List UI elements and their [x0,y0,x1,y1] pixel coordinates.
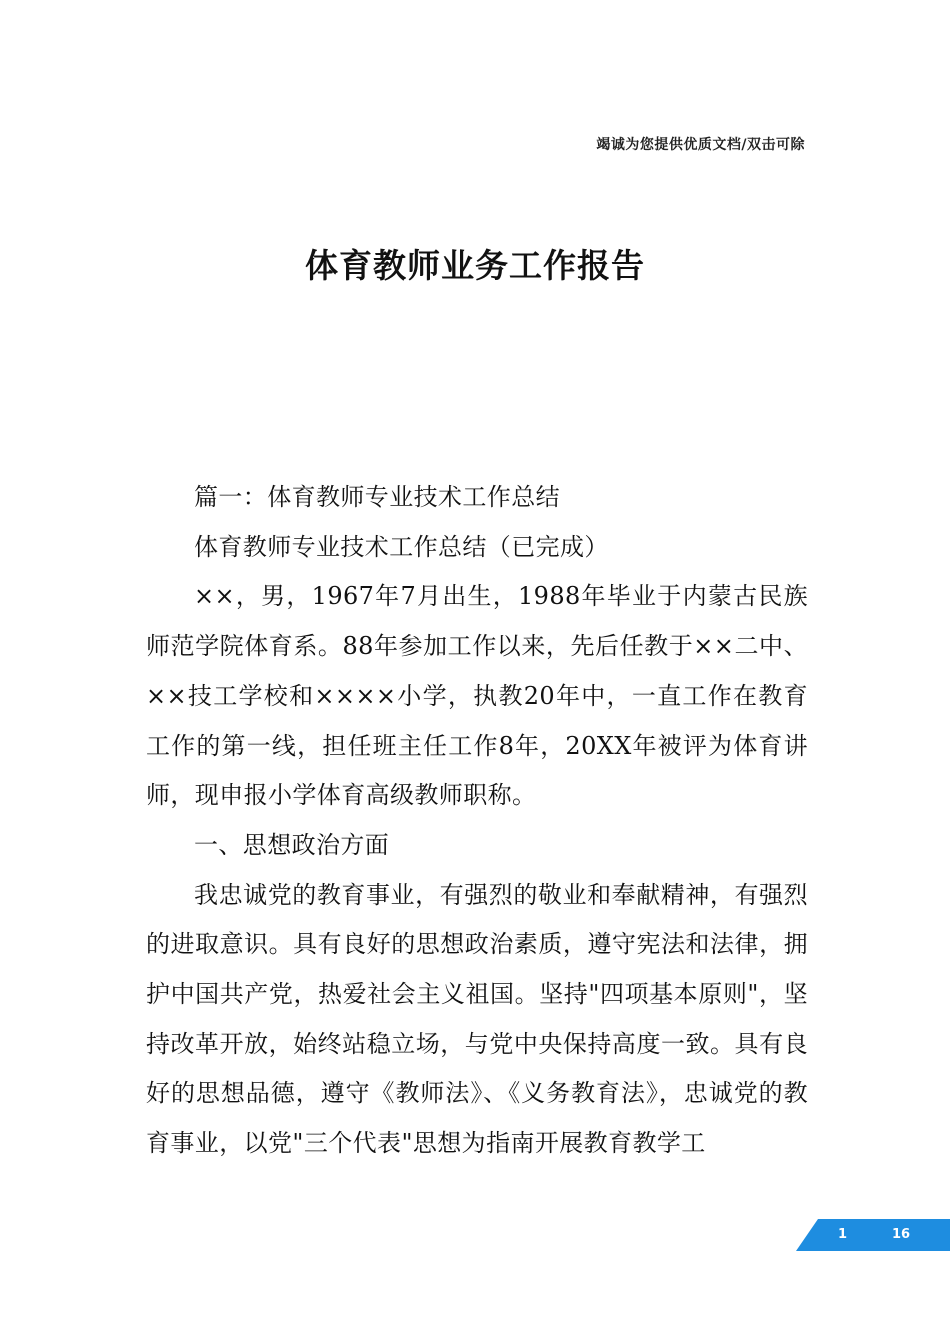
header-note: 竭诚为您提供优质文档/双击可除 [596,137,805,153]
page-number-badge [796,1219,950,1251]
page-current-number: 1 [838,1227,848,1242]
paragraph-politics: 我忠诚党的教育事业，有强烈的敬业和奉献精神，有强烈的进取意识。具有良好的思想政治素质，遵守宪法和法律，拥护中国共产党，热爱社会主义祖国。坚持"四项基本原则"，坚持改革开放，始终站稳立场，与党中央保持高度一致。具有良好的思想品德，遵守《教师法》、《义务教育法》，忠诚党的教育事业，以党"三个代表"思想为指南开展教育教学工 [146,880,808,1158]
paragraph-heading-politics: 一、思想政治方面 [194,830,390,859]
page-total-number: 16 [892,1227,911,1242]
paragraph-subtitle: 体育教师专业技术工作总结（已完成） [194,532,609,561]
document-body [146,473,808,1169]
document-title: 体育教师业务工作报告 [305,246,645,285]
paragraph-section-heading: 篇一：体育教师专业技术工作总结 [194,483,560,511]
paragraph-bio: ××，男，1967年7月出生，1988年毕业于内蒙古民族师范学院体育系。88年参加工作以来，先后任教于××二中、××技工学校和××××小学，执教20年中，一直工作在教育工作的第一线，担任班主任工作8年，20XX年被评为体育讲师，现申报小学体育高级教师职称。 [146,582,808,810]
